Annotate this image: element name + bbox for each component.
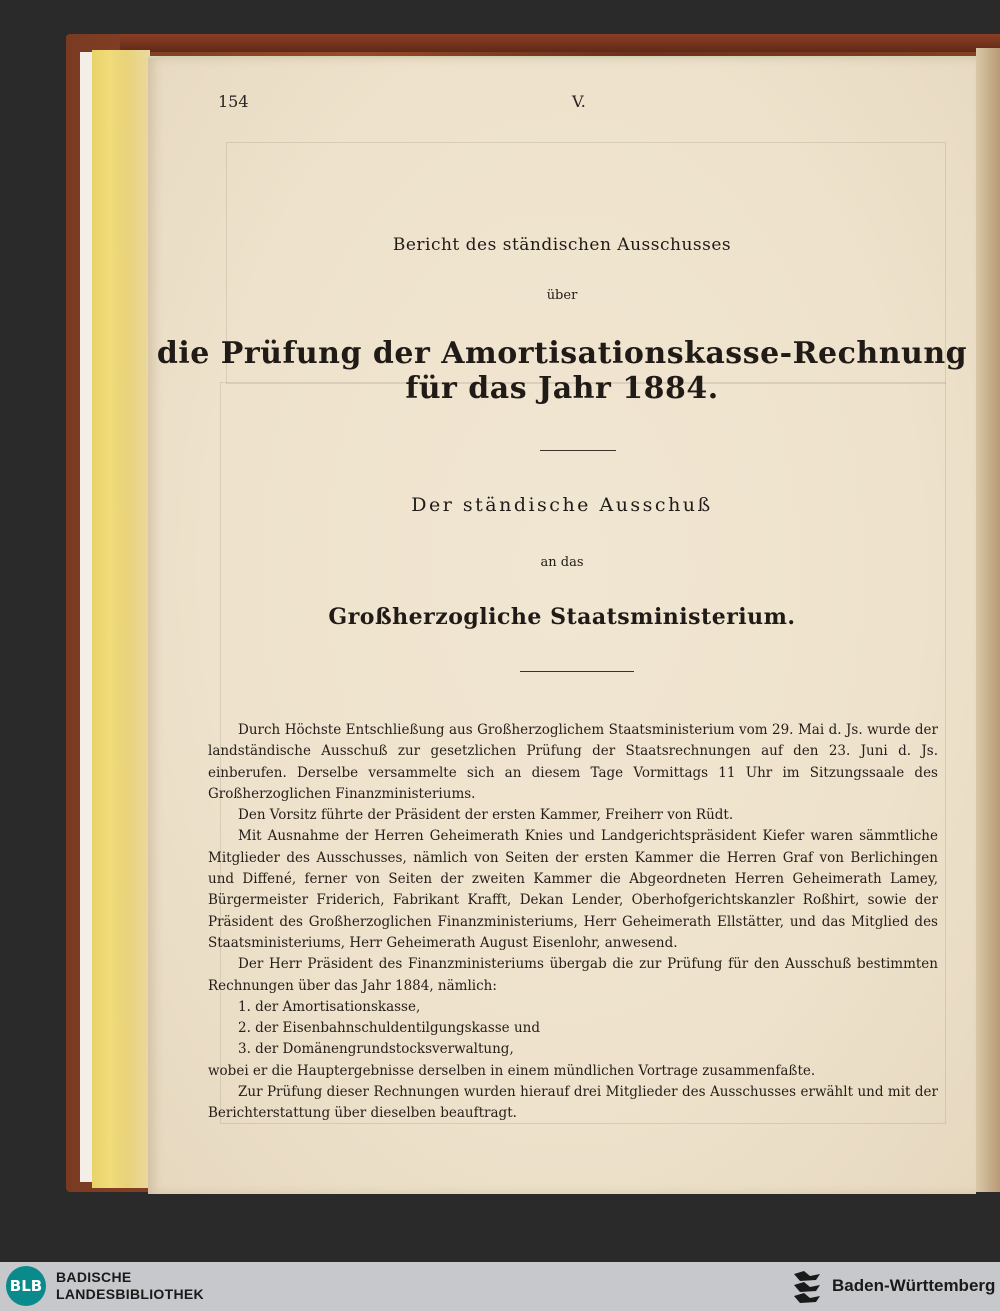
page-number: 154 [218,92,249,111]
section-number: V. [572,92,586,111]
footer-bar [0,1262,1000,1311]
report-line: Bericht des ständischen Ausschusses [392,235,732,255]
book-cover-top [120,34,1000,52]
page-right-edge [976,48,1000,1192]
page-title-line1: die Prüfung der Amortisationskasse-Rechnung [156,336,968,371]
page-title-line2: für das Jahr 1884. [405,371,719,406]
list-item: 2. der Eisenbahnschuldentilgungskasse und [238,1020,540,1037]
library-name[interactable] [56,1269,204,1303]
library-name-line1: BADISCHE [56,1269,132,1285]
paragraph: Zur Prüfung dieser Rechnungen wurden hierauf drei Mitglieder des Ausschusses erwählt und mit der Berichterstattung über dieselben beauftragt. [208,1084,938,1122]
paragraph: Durch Höchste Entschließung aus Großherzoglichem Staatsministerium vom 29. Mai d. Js. wurde der landständische Ausschuß zur gesetzlichen Prüfung der Staatsrechnungen auf den 23. Juni d. Js. einberufen. Derselbe versammelte sich an diesem Tage Vormittags 11 Uhr im Sitzungssaale des Großherzoglichen Finanzministeriums. [208,722,938,802]
blb-logo[interactable]: BLB [6,1266,46,1306]
divider-rule [540,450,616,451]
ueber-line: über [546,288,578,303]
ministry-heading: Großherzogliche Staatsministerium. [328,604,796,630]
state-name[interactable]: Baden-Württemberg [832,1276,996,1295]
paragraph: wobei er die Hauptergebnisse derselben in einem mündlichen Vortrage zusammenfaßte. [208,1062,816,1079]
list-item: 3. der Domänengrundstocksverwaltung, [238,1041,514,1058]
an-das-line: an das [540,555,584,570]
divider-rule [520,671,634,672]
body-text [208,720,938,1125]
paragraph: Den Vorsitz führte der Präsident der ersten Kammer, Freiherr von Rüdt. [238,807,734,824]
library-name-line2: LANDESBIBLIOTHEK [56,1286,204,1302]
committee-heading: Der ständische Ausschuß [411,494,713,516]
paragraph: Mit Ausnahme der Herren Geheimerath Knies und Landgerichtspräsident Kiefer waren sämmtliche Mitglieder des Ausschusses, nämlich von Seiten der ersten Kammer die Herren Graf von Berlichingen und Diffené, ferner von Seiten der zweiten Kammer die Abgeordneten Herren Geheimerath Lamey, Bürgermeister Friderich, Fabrikant Krafft, Dekan Lender, Oberhofgerichtskanzler Roßhirt, sowie der Präsident des Großherzoglichen Finanzministeriums, Herr Geheimerath Ellstätter, und das Mitglied des Staatsministeriums, Herr Geheimerath August Eisenlohr, anwesend. [208,828,938,951]
list-item: 1. der Amortisationskasse, [238,998,421,1015]
lions-crest-icon [790,1268,824,1306]
page-edge-white [80,52,92,1182]
paragraph: Der Herr Präsident des Finanzministeriums übergab die zur Prüfung für den Ausschuß bestimmten Rechnungen über das Jahr 1884, nämlich: [208,956,938,994]
page-edge-stack [92,50,150,1188]
